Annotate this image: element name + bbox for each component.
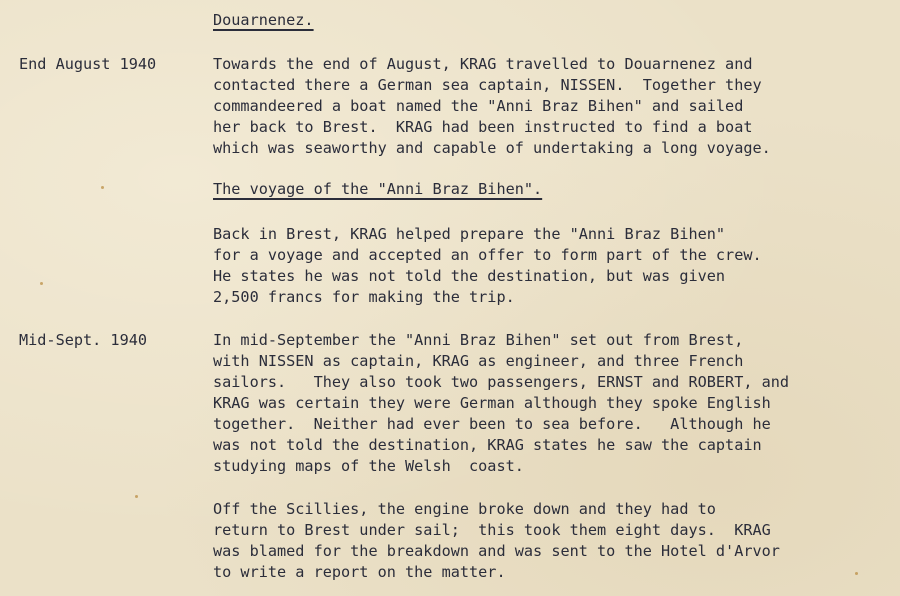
date-margin-end-august-1940: End August 1940 (19, 55, 157, 73)
paragraph-3-line-2: with NISSEN as captain, KRAG as engineer, and three French (213, 352, 744, 370)
paragraph-2-line-4: 2,500 francs for making the trip. (213, 288, 515, 306)
paragraph-3-line-1: In mid-September the "Anni Braz Bihen" set out from Brest, (213, 331, 744, 349)
paragraph-4-line-3: was blamed for the breakdown and was sent to the Hotel d'Arvor (213, 542, 780, 560)
paragraph-1-line-2: contacted there a German sea captain, NISSEN. Together they (213, 76, 762, 94)
paragraph-1-line-3: commandeered a boat named the "Anni Braz Bihen" and sailed (213, 97, 744, 115)
paragraph-1-line-1: Towards the end of August, KRAG travelled to Douarnenez and (213, 55, 753, 73)
paper-speck (855, 572, 858, 575)
paragraph-4-line-2: return to Brest under sail; this took them eight days. KRAG (213, 521, 771, 539)
paragraph-3-line-5: together. Neither had ever been to sea before. Although he (213, 415, 771, 433)
paper-speck (40, 282, 43, 285)
paragraph-2-line-2: for a voyage and accepted an offer to form part of the crew. (213, 246, 762, 264)
date-margin-mid-sept-1940: Mid-Sept. 1940 (19, 331, 148, 349)
paragraph-3-line-6: was not told the destination, KRAG states he saw the captain (213, 436, 762, 454)
paper-speck (101, 186, 104, 189)
paragraph-3-line-7: studying maps of the Welsh coast. (213, 457, 524, 475)
section-heading-douarnenez: Douarnenez. (213, 11, 314, 29)
paragraph-3-line-4: KRAG was certain they were German although they spoke English (213, 394, 771, 412)
paragraph-4-line-4: to write a report on the matter. (213, 563, 506, 581)
paper-speck (135, 495, 138, 498)
paragraph-2-line-1: Back in Brest, KRAG helped prepare the "Anni Braz Bihen" (213, 225, 726, 243)
paragraph-1-line-5: which was seaworthy and capable of undertaking a long voyage. (213, 139, 771, 157)
paragraph-2-line-3: He states he was not told the destination, but was given (213, 267, 726, 285)
paragraph-4-line-1: Off the Scillies, the engine broke down and they had to (213, 500, 716, 518)
paragraph-1-line-4: her back to Brest. KRAG had been instructed to find a boat (213, 118, 753, 136)
paragraph-3-line-3: sailors. They also took two passengers, ERNST and ROBERT, and (213, 373, 790, 391)
section-heading-voyage: The voyage of the "Anni Braz Bihen". (213, 180, 543, 198)
